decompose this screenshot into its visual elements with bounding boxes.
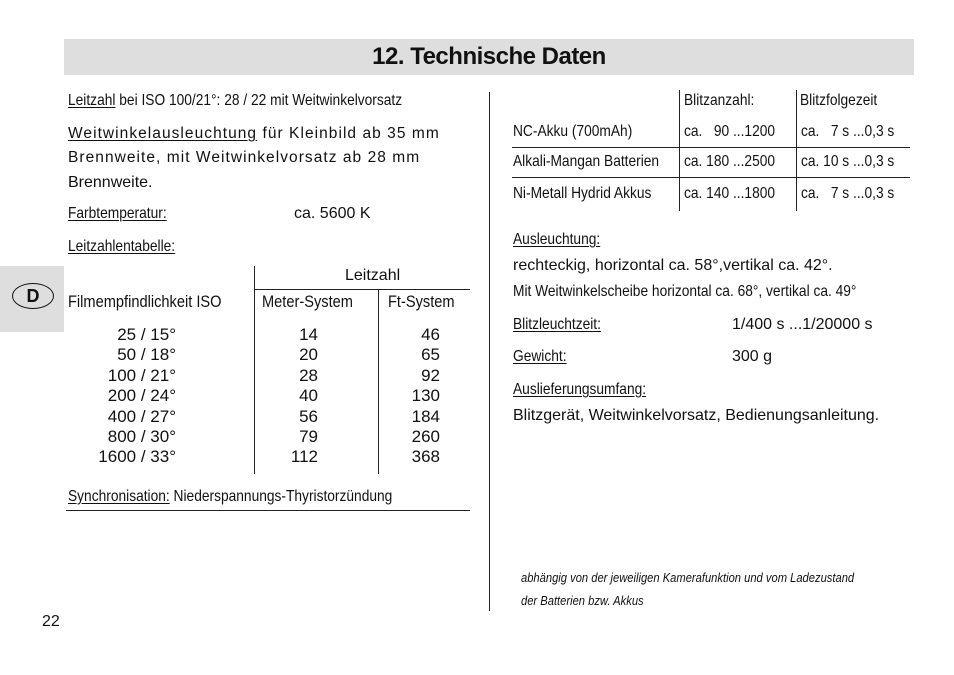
lieferumfang-label: Auslieferungsumfang: [513,381,647,398]
weitwinkel-line1 [68,124,440,144]
batt-col-divider-1 [679,90,680,211]
table-cell: 65 [421,345,440,365]
ft-values [390,325,440,468]
batt-row-divider-1 [512,147,910,148]
blitzleuchtzeit-label: Blitzleuchtzeit: [513,316,601,333]
iso-values [70,325,176,468]
ausleuchtung-line2: Mit Weitwinkelscheibe horizontal ca. 68°, vertikal ca. 49° [513,283,857,300]
table-col-iso: Filmempfindlichkeit ISO [68,292,222,311]
meter-values [270,325,318,468]
table-cell: 14 [299,325,318,344]
batt-header-count: Blitzanzahl: [684,92,755,109]
synchronisation-value: Niederspannungs-Thyristorzündung [169,488,393,505]
column-divider [489,92,490,611]
farbtemperatur-value: ca. 5600 K [294,205,371,222]
table-cell: 100 / 21° [107,365,176,385]
table-cell: 1600 / 33° [98,447,176,467]
table-cell: 28 [299,365,318,385]
table-cell: 79 [299,427,318,447]
weitwinkel-label: Weitwinkelausleuchtung [68,125,258,142]
footnote-line1: abhängig von der jeweiligen Kamerafunktion und vom Ladezustand [521,570,855,585]
table-cell: 46 [421,325,440,344]
language-tab-text: D [26,285,40,306]
table-cell: 56 [299,406,318,426]
table-group-header: Leitzahl [345,267,401,284]
table-cell: 800 / 30° [107,427,176,447]
lieferumfang-value: Blitzgerät, Weitwinkelvorsatz, Bedienungsanleitung. [513,407,880,424]
footnote-line2: der Batterien bzw. Akkus [521,593,644,608]
batt-col-divider-2 [796,90,797,211]
leitzahl-label: Leitzahl [68,92,116,109]
table-cell: 112 [290,447,318,467]
weitwinkel-line3: Brennweite. [68,174,153,191]
blitzleuchtzeit-value: 1/400 s ...1/20000 s [732,316,873,333]
page-title-text: 12. Technische Daten [372,43,606,70]
batt-row-divider-2 [512,177,910,178]
table-cell: 92 [421,365,440,385]
farbtemperatur-label: Farbtemperatur: [68,205,167,222]
batt-header-time: Blitzfolgezeit [800,92,878,109]
leitzahl-line [68,91,402,111]
table-cell: 200 / 24° [107,386,176,406]
leitzahl-text: bei ISO 100/21°: 28 / 22 mit Weitwinkelvorsatz [115,92,403,109]
table-cell: 130 [411,386,440,406]
gewicht-value: 300 g [732,348,773,365]
page-title [64,39,914,75]
ausleuchtung-label: Ausleuchtung: [513,231,601,248]
synchronisation-label: Synchronisation: [68,488,170,505]
batt-row-2-count: ca. 180 ...2500 [684,153,776,170]
ausleuchtung-line1: rechteckig, horizontal ca. 58°,vertikal ca. 42°. [513,257,833,274]
gewicht-label: Gewicht: [513,348,567,365]
table-cell: 400 / 27° [107,406,176,426]
table-cell: 260 [411,427,440,447]
batt-row-3-type: Ni-Metall Hydrid Akkus [513,185,652,202]
table-cell: 368 [411,447,440,467]
table-col-divider-2 [378,289,379,474]
batt-row-2-time: ca. 10 s ...0,3 s [801,153,895,170]
batt-row-1-time: ca. 7 s ...0,3 s [801,123,895,140]
leitzahlentabelle-label: Leitzahlentabelle: [68,238,176,255]
weitwinkel-text1: für Kleinbild ab 35 mm [257,125,440,142]
batt-row-1-count: ca. 90 ...1200 [684,123,776,140]
table-col-meter: Meter-System [262,292,353,311]
batt-row-3-time: ca. 7 s ...0,3 s [801,185,895,202]
table-cell: 40 [299,386,318,406]
left-column-end-rule [66,510,470,511]
batt-row-2-type: Alkali-Mangan Batterien [513,153,660,170]
table-header-divider [254,289,470,290]
table-col-divider-1 [254,266,255,474]
batt-row-1-type: NC-Akku (700mAh) [513,123,633,140]
page-number: 22 [42,613,60,630]
table-cell: 25 / 15° [117,325,176,344]
table-col-ft: Ft-System [388,292,455,311]
synchronisation-line [68,487,392,507]
weitwinkel-line2: Brennweite, mit Weitwinkelvorsatz ab 28 mm [68,149,421,166]
table-cell: 184 [411,406,440,426]
batt-row-3-count: ca. 140 ...1800 [684,185,776,202]
language-tab-label [12,283,54,309]
table-cell: 50 / 18° [117,345,176,365]
table-cell: 20 [299,345,318,365]
